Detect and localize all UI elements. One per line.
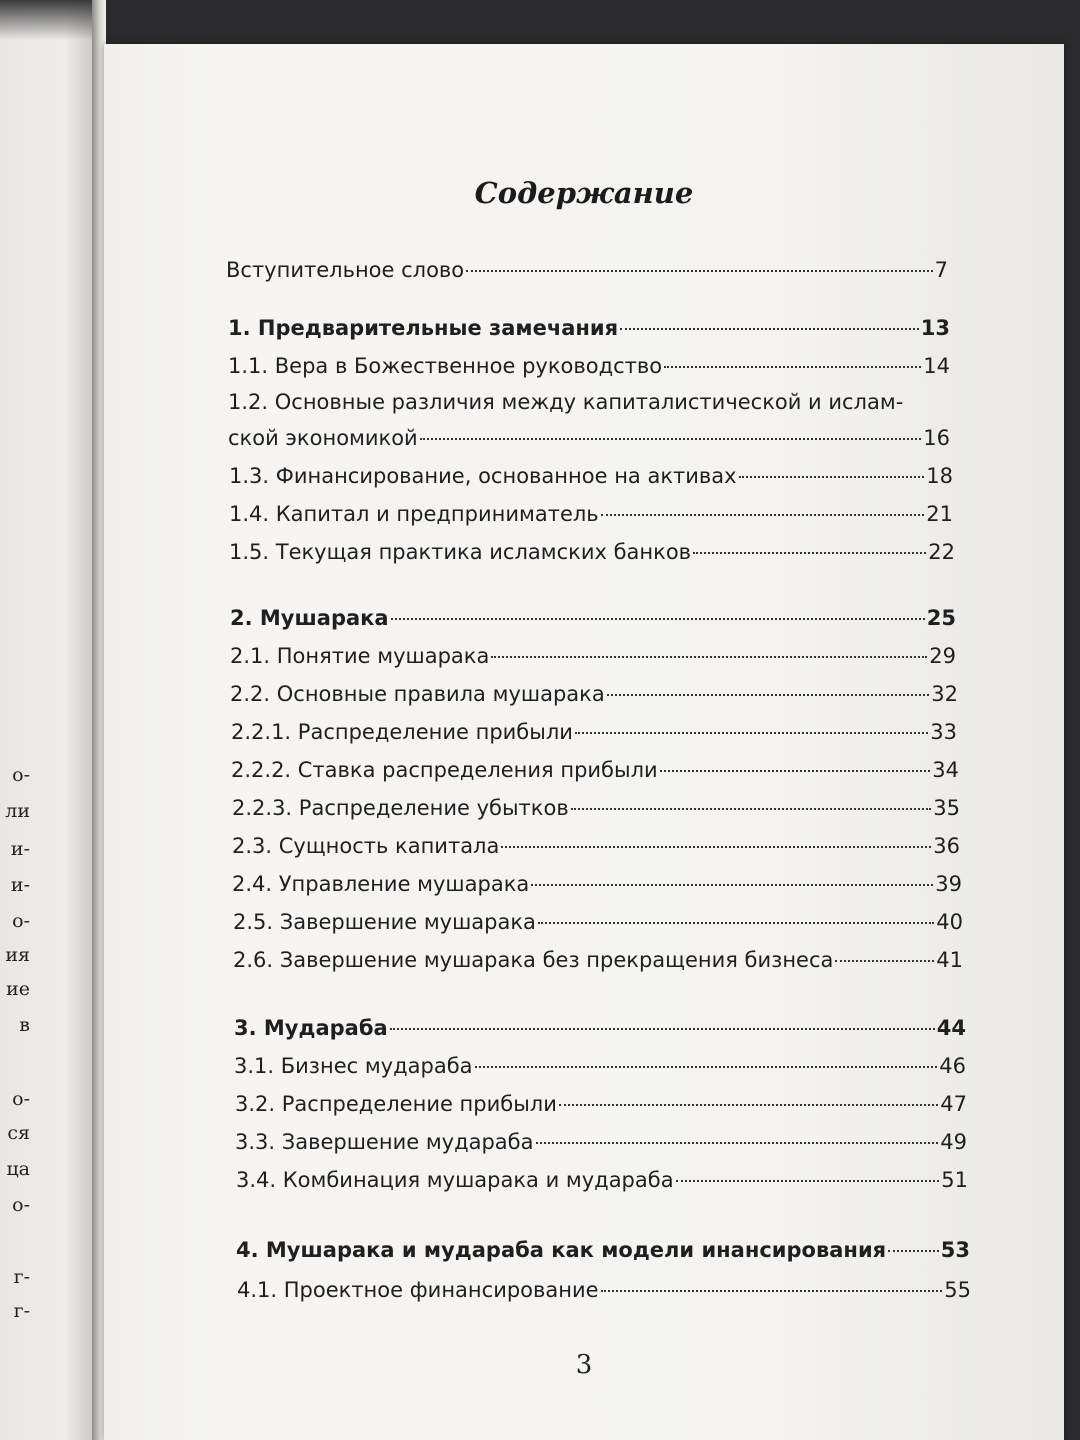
dot-leader xyxy=(390,1028,935,1030)
toc-label: 1.1. Вера в Божественное руководство xyxy=(228,354,663,378)
toc-page-number: 34 xyxy=(932,758,959,782)
toc-entry xyxy=(231,758,959,792)
toc-page-number: 18 xyxy=(926,464,953,488)
toc-label: ской экономикой xyxy=(228,426,418,450)
left-page-fragment: и- xyxy=(10,874,30,896)
dot-leader xyxy=(601,514,925,516)
toc-page-number: 55 xyxy=(944,1278,971,1302)
toc-page-number: 41 xyxy=(936,948,963,972)
toc-page-number: 7 xyxy=(934,258,948,282)
toc-label: 2. Мушарака xyxy=(230,606,389,630)
toc-page-number: 39 xyxy=(935,872,962,896)
left-page-fragment: г- xyxy=(13,1266,30,1288)
toc-entry-chapter xyxy=(230,606,956,640)
toc-entry xyxy=(237,1278,971,1312)
left-page-fragment: и- xyxy=(10,838,30,860)
toc-entry xyxy=(236,1168,968,1202)
toc-label: 2.6. Завершение мушарака без прекращения бизнеса xyxy=(233,948,834,972)
dot-leader xyxy=(660,770,931,772)
toc-page-number: 14 xyxy=(923,354,950,378)
toc-entry xyxy=(229,540,955,574)
left-page-fragment: ия xyxy=(5,944,30,966)
toc-label: 3.2. Распределение прибыли xyxy=(235,1092,557,1116)
toc-page-number: 22 xyxy=(928,540,955,564)
toc-page-number: 36 xyxy=(933,834,960,858)
left-page-fragment: ся xyxy=(7,1122,30,1144)
dot-leader xyxy=(536,1142,939,1144)
dot-leader xyxy=(531,884,933,886)
toc-page-number: 29 xyxy=(929,644,956,668)
left-page-fragment: о- xyxy=(12,1194,30,1216)
toc-page-number: 16 xyxy=(923,426,950,450)
dot-leader xyxy=(491,656,927,658)
dot-leader xyxy=(575,732,928,734)
dot-leader xyxy=(676,1180,940,1182)
toc-entry xyxy=(232,872,962,906)
dot-leader xyxy=(571,808,932,810)
toc-label: 3. Мудараба xyxy=(234,1016,388,1040)
dot-leader xyxy=(420,438,922,440)
dot-leader xyxy=(888,1250,939,1252)
toc-label: 2.2.3. Распределение убытков xyxy=(232,796,569,820)
left-page xyxy=(0,0,92,1440)
toc-entry xyxy=(232,834,960,868)
toc-entry xyxy=(233,948,963,982)
toc-page-number: 49 xyxy=(940,1130,967,1154)
dot-leader xyxy=(607,694,930,696)
dot-leader xyxy=(664,366,921,368)
toc-label: 2.1. Понятие мушарака xyxy=(230,644,490,668)
left-page-fragment: г- xyxy=(13,1300,30,1322)
dot-leader xyxy=(601,1290,943,1292)
dot-leader xyxy=(538,922,934,924)
toc-entry xyxy=(230,682,958,716)
toc-label: 3.1. Бизнес мудараба xyxy=(234,1054,473,1078)
toc-label: 1. Предварительные замечания xyxy=(228,316,619,340)
toc-entry xyxy=(229,464,953,498)
toc-label: 3.4. Комбинация мушарака и мудараба xyxy=(236,1168,674,1192)
toc-page-number: 44 xyxy=(936,1016,966,1040)
dot-leader xyxy=(466,270,932,272)
toc-entry xyxy=(228,426,950,460)
toc-label: Вступительное слово xyxy=(226,258,465,282)
toc-entry xyxy=(233,910,963,944)
dot-leader xyxy=(501,846,931,848)
toc-label: 2.2.1. Распределение прибыли xyxy=(231,720,573,744)
left-page-fragment: о- xyxy=(12,1088,30,1110)
dot-leader xyxy=(693,552,926,554)
toc-label: 4. Мушарака и мудараба как модели инансирования xyxy=(236,1238,887,1262)
toc-label: 2.3. Сущность капитала xyxy=(232,834,500,858)
toc-entry-chapter xyxy=(228,316,950,350)
page-number: 3 xyxy=(575,1350,593,1380)
toc-entry xyxy=(231,720,957,754)
toc-entry xyxy=(229,502,953,536)
toc-label: 3.3. Завершение мудараба xyxy=(235,1130,534,1154)
toc-page-number: 25 xyxy=(926,606,956,630)
toc-label: 1.3. Финансирование, основанное на активах xyxy=(229,464,737,488)
left-page-fragment: ие xyxy=(6,978,30,1000)
toc-label: 2.2.2. Ставка распределения прибыли xyxy=(231,758,658,782)
toc-entry xyxy=(234,1054,966,1088)
toc-entry xyxy=(226,258,948,292)
left-page-fragment: в xyxy=(19,1014,30,1036)
page-title: Содержание xyxy=(474,176,694,210)
toc-page-number: 33 xyxy=(930,720,957,744)
toc-page-number: 40 xyxy=(936,910,963,934)
dot-leader xyxy=(739,476,925,478)
toc-page-number: 51 xyxy=(941,1168,968,1192)
toc-entry xyxy=(228,354,950,388)
left-page-shadow xyxy=(0,0,92,40)
dot-leader xyxy=(475,1066,938,1068)
toc-entry xyxy=(232,796,960,830)
toc-entry-wrapped: 1.2. Основные различия между капиталистической и ислам- xyxy=(228,390,904,414)
toc-page-number: 53 xyxy=(940,1238,970,1262)
left-page-fragment: ца xyxy=(6,1158,30,1180)
toc-label: 2.4. Управление мушарака xyxy=(232,872,530,896)
toc-entry-chapter xyxy=(236,1238,970,1272)
toc-label: 4.1. Проектное финансирование xyxy=(237,1278,599,1302)
dot-leader xyxy=(620,328,919,330)
toc-entry xyxy=(230,644,956,678)
dot-leader xyxy=(559,1104,938,1106)
dot-leader xyxy=(835,960,934,962)
toc-label: 2.2. Основные правила мушарака xyxy=(230,682,605,706)
toc-entry xyxy=(235,1092,967,1126)
toc-entry xyxy=(235,1130,967,1164)
toc-label: 1.5. Текущая практика исламских банков xyxy=(229,540,692,564)
left-page-fragment: ли xyxy=(5,800,30,822)
toc-entry-chapter xyxy=(234,1016,966,1050)
toc-label: 2.5. Завершение мушарака xyxy=(233,910,536,934)
dot-leader xyxy=(391,618,925,620)
toc-page-number: 13 xyxy=(920,316,950,340)
left-page-fragment: о- xyxy=(12,910,30,932)
toc-page-number: 32 xyxy=(931,682,958,706)
toc-page-number: 47 xyxy=(940,1092,967,1116)
toc-page-number: 21 xyxy=(926,502,953,526)
left-page-fragment: о- xyxy=(12,764,30,786)
toc-label: 1.4. Капитал и предприниматель xyxy=(229,502,599,526)
toc-page-number: 46 xyxy=(939,1054,966,1078)
toc-page-number: 35 xyxy=(933,796,960,820)
